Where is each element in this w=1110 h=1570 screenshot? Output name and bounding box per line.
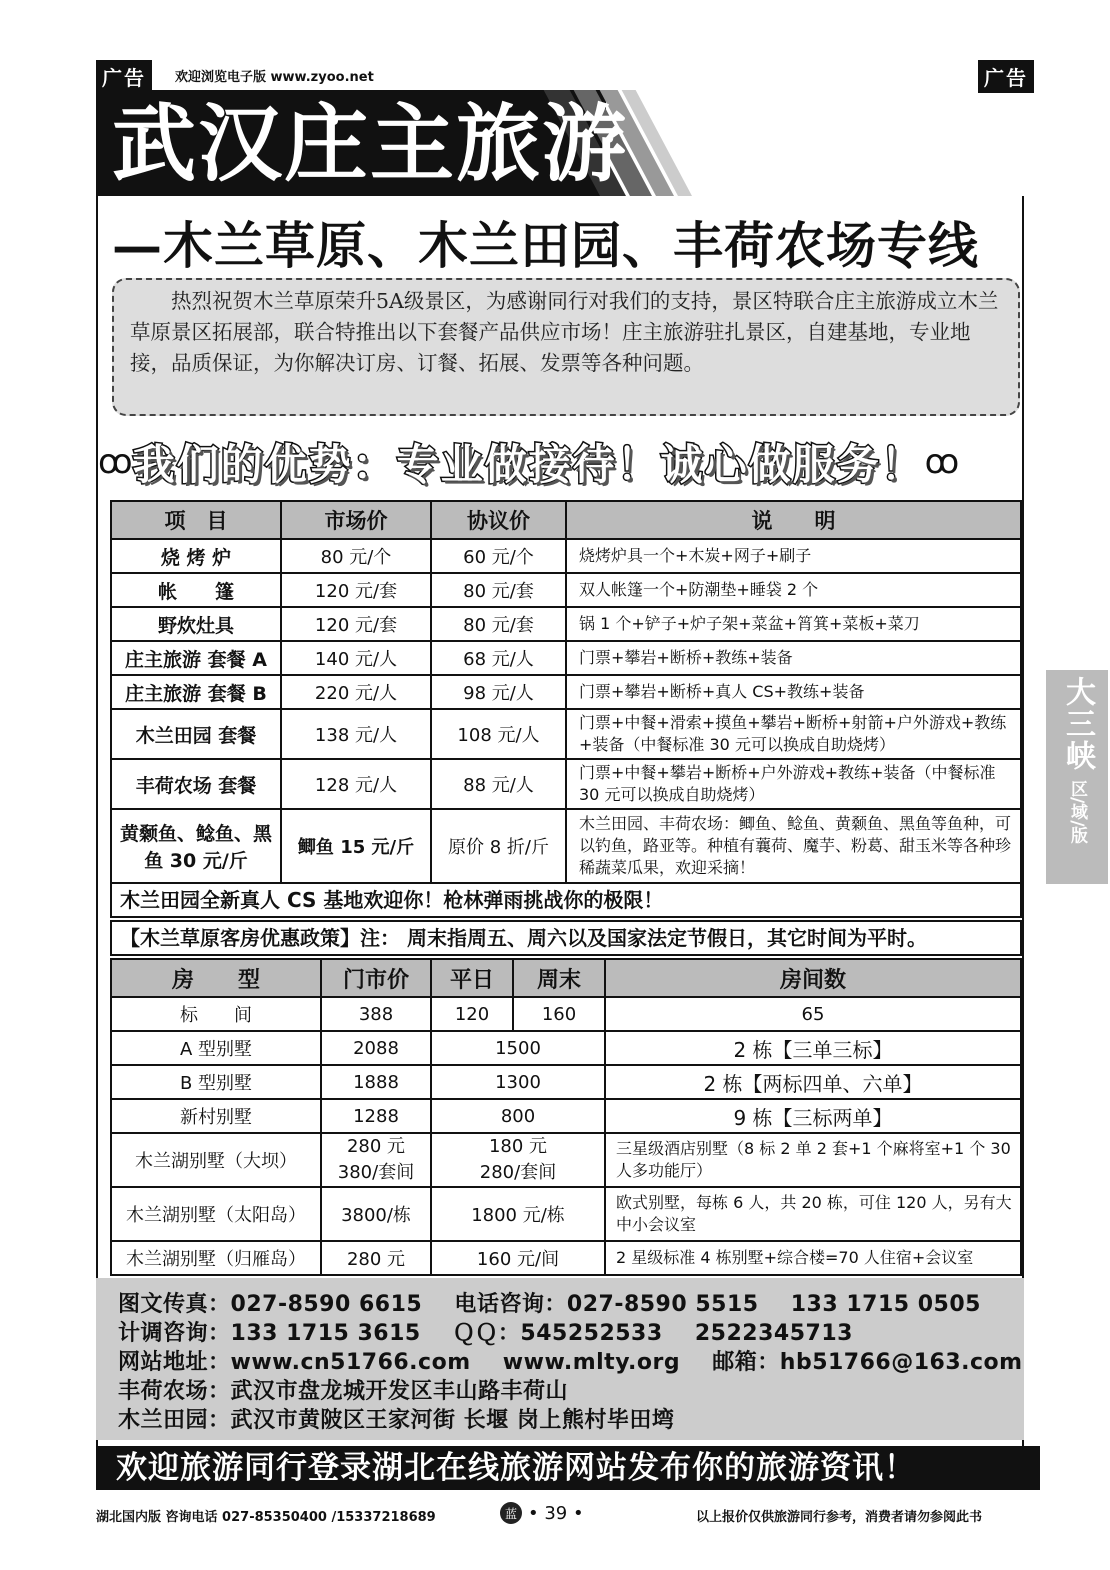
notice-policy: 【木兰草原客房优惠政策】注： 周末指周五、周六以及国家法定节假日，其它时间为平时。 <box>110 920 1022 956</box>
cell-market: 220 元/人 <box>281 675 431 709</box>
package-table <box>110 500 1022 884</box>
cell-rooms: 2 栋【三单三标】 <box>605 1031 1021 1065</box>
header-retail: 门市价 <box>321 959 431 997</box>
cell-desc: 烧烤炉具一个+木炭+网子+刷子 <box>566 539 1021 573</box>
table-header-row <box>111 501 1021 539</box>
cell-desc: 木兰田园、丰荷农场：鲫鱼、鲶鱼、黄颡鱼、黑鱼等鱼种，可以钓鱼，路亚等。种植有蘘荷、魔芋、粉葛、甜玉米等各种珍稀蔬菜瓜果，欢迎采摘！ <box>566 809 1021 883</box>
cell-desc: 门票+攀岩+断桥+教练+装备 <box>566 641 1021 675</box>
header-desc: 说 明 <box>566 501 1021 539</box>
cell-item: 庄主旅游 套餐 B <box>111 675 281 709</box>
table-row <box>111 809 1021 883</box>
cell-type: B 型别墅 <box>111 1065 321 1099</box>
cell-desc: 门票+攀岩+断桥+真人 CS+教练+装备 <box>566 675 1021 709</box>
cell-price: 180 元 280/套间 <box>431 1133 605 1187</box>
header-market: 市场价 <box>281 501 431 539</box>
cell-type: 木兰湖别墅（归雁岛） <box>111 1241 321 1275</box>
cell-rooms: 欧式别墅，每栋 6 人，共 20 栋，可住 120 人，另有大中小会议室 <box>605 1187 1021 1241</box>
cell-item: 木兰田园 套餐 <box>111 709 281 759</box>
table-row <box>111 539 1021 573</box>
cell-desc: 门票+中餐+滑索+摸鱼+攀岩+断桥+射箭+户外游戏+教练+装备（中餐标准 30 元可以换成自助烧烤） <box>566 709 1021 759</box>
swirl-left-icon: ꝏ <box>98 442 133 482</box>
subtitle: —木兰草原、木兰田园、丰荷农场专线 <box>112 216 979 275</box>
footer-banner: 欢迎旅游同行登录湖北在线旅游网站发布你的旅游资讯！ <box>96 1446 1040 1490</box>
cell-type: 标 间 <box>111 997 321 1031</box>
cell-market: 120 元/套 <box>281 607 431 641</box>
slogan-text: 我们的优势：专业做接待！诚心做服务！ <box>132 440 925 489</box>
cell-agreed: 98 元/人 <box>431 675 566 709</box>
cell-market: 鲫鱼 15 元/斤 <box>281 809 431 883</box>
cell-rooms: 2 栋【两标四单、六单】 <box>605 1065 1021 1099</box>
cell-rooms: 三星级酒店别墅（8 标 2 单 2 套+1 个麻将室+1 个 30 人多功能厅） <box>605 1133 1021 1187</box>
cell-retail: 1888 <box>321 1065 431 1099</box>
cell-retail: 1288 <box>321 1099 431 1133</box>
contact-qq: ＱＱ：545252533 <box>452 1321 663 1346</box>
cell-price: 1500 <box>431 1031 605 1065</box>
ad-tag-left: 广告 <box>96 60 152 93</box>
cell-agreed: 原价 8 折/斤 <box>431 809 566 883</box>
cell-agreed: 68 元/人 <box>431 641 566 675</box>
header-rooms: 房间数 <box>605 959 1021 997</box>
cell-item: 帐 篷 <box>111 573 281 607</box>
cell-item: 庄主旅游 套餐 A <box>111 641 281 675</box>
cell-agreed: 60 元/个 <box>431 539 566 573</box>
cell-rooms: 65 <box>605 997 1021 1031</box>
table-row <box>111 1241 1021 1275</box>
cell-type: 新村别墅 <box>111 1099 321 1133</box>
cell-item: 黄颡鱼、鲶鱼、黑鱼 30 元/斤 <box>111 809 281 883</box>
side-tab-subtitle: 区/域/版 <box>1067 780 1087 844</box>
ad-tag-right: 广告 <box>978 60 1034 93</box>
contact-qq2: 2522345713 <box>694 1321 853 1346</box>
table-row <box>111 607 1021 641</box>
table-row <box>111 1065 1021 1099</box>
contact-phone2: 133 1715 0505 <box>790 1292 981 1317</box>
contact-line <box>118 1348 1024 1377</box>
header-weekday: 平日 <box>431 959 513 997</box>
cell-agreed: 108 元/人 <box>431 709 566 759</box>
header-weekend: 周末 <box>513 959 605 997</box>
cell-price: 160 元/间 <box>431 1241 605 1275</box>
contact-line <box>118 1406 1024 1435</box>
header-item: 项 目 <box>111 501 281 539</box>
table-row <box>111 573 1021 607</box>
contact-mail: 邮箱：hb51766@163.com <box>712 1350 1023 1375</box>
cell-item: 野炊灶具 <box>111 607 281 641</box>
cell-desc: 门票+中餐+攀岩+断桥+户外游戏+教练+装备（中餐标准 30 元可以换成自助烧烤） <box>566 759 1021 809</box>
cell-retail: 388 <box>321 997 431 1031</box>
cell-desc: 锅 1 个+铲子+炉子架+菜盆+筲箕+菜板+菜刀 <box>566 607 1021 641</box>
cell-item: 丰荷农场 套餐 <box>111 759 281 809</box>
cell-rooms: 9 栋【三标两单】 <box>605 1099 1021 1133</box>
cell-price: 1300 <box>431 1065 605 1099</box>
cell-rooms: 2 星级标准 4 栋别墅+综合楼=70 人住宿+会议室 <box>605 1241 1021 1275</box>
page-number-text: • 39 • <box>528 1502 584 1524</box>
contact-plan: 计调咨询：133 1715 3615 <box>118 1321 421 1346</box>
cell-retail: 2088 <box>321 1031 431 1065</box>
swirl-right-icon: ꝏ <box>924 442 960 482</box>
cell-market: 140 元/人 <box>281 641 431 675</box>
notice-cs: 木兰田园全新真人 CS 基地欢迎你！枪林弹雨挑战你的极限！ <box>110 882 1022 918</box>
cell-market: 138 元/人 <box>281 709 431 759</box>
cell-agreed: 88 元/人 <box>431 759 566 809</box>
contact-fenghe: 丰荷农场：武汉市盘龙城开发区丰山路丰荷山 <box>118 1379 569 1404</box>
cell-market: 128 元/人 <box>281 759 431 809</box>
table-row <box>111 1187 1021 1241</box>
cell-type: 木兰湖别墅（太阳岛） <box>111 1187 321 1241</box>
header-type: 房 型 <box>111 959 321 997</box>
cell-agreed: 80 元/套 <box>431 607 566 641</box>
cell-retail: 3800/栋 <box>321 1187 431 1241</box>
cell-type: 木兰湖别墅（大坝） <box>111 1133 321 1187</box>
header-agreed: 协议价 <box>431 501 566 539</box>
slogan-row <box>98 434 1033 490</box>
table-header-row <box>111 959 1021 997</box>
contact-phone: 电话咨询：027-8590 5515 <box>454 1292 759 1317</box>
cell-market: 80 元/个 <box>281 539 431 573</box>
table-row <box>111 675 1021 709</box>
banner-title: 武汉庄主旅游 <box>112 94 629 193</box>
cell-type: A 型别墅 <box>111 1031 321 1065</box>
table-row <box>111 641 1021 675</box>
cell-price: 1800 元/栋 <box>431 1187 605 1241</box>
cell-weekend: 160 <box>513 997 605 1031</box>
cell-agreed: 80 元/套 <box>431 573 566 607</box>
side-tab <box>1046 670 1108 884</box>
contact-box <box>96 1278 1024 1440</box>
contact-line <box>118 1290 1024 1319</box>
footer-left: 湖北国内版 咨询电话 027-85350400 /15337218689 <box>96 1510 436 1525</box>
cell-item: 烧 烤 炉 <box>111 539 281 573</box>
cell-retail: 280 元 380/套间 <box>321 1133 431 1187</box>
table-row <box>111 1031 1021 1065</box>
intro-box: 热烈祝贺木兰草原荣升5A级景区，为感谢同行对我们的支持，景区特联合庄主旅游成立木兰草原景区拓展部，联合特推出以下套餐产品供应市场！庄主旅游驻扎景区，自建基地，专业地接，品质保证，为你解决订房、订餐、拓展、发票等各种问题。 <box>112 278 1020 416</box>
contact-line <box>118 1377 1024 1406</box>
contact-web: 网站地址：www.cn51766.com <box>118 1350 471 1375</box>
contact-line <box>118 1319 1024 1348</box>
cell-retail: 280 元 <box>321 1241 431 1275</box>
welcome-text: 欢迎浏览电子版 www.zyoo.net <box>175 70 374 85</box>
table-row <box>111 709 1021 759</box>
cell-desc: 双人帐篷一个+防潮垫+睡袋 2 个 <box>566 573 1021 607</box>
contact-fax: 图文传真：027-8590 6615 <box>118 1292 423 1317</box>
table-row <box>111 1133 1021 1187</box>
cell-weekday: 120 <box>431 997 513 1031</box>
room-table <box>110 958 1022 1276</box>
cell-market: 120 元/套 <box>281 573 431 607</box>
footer-right: 以上报价仅供旅游同行参考，消费者请勿参阅此书 <box>696 1510 983 1525</box>
side-tab-title: 大三峡 <box>1060 676 1095 772</box>
table-row <box>111 759 1021 809</box>
table-row <box>111 1099 1021 1133</box>
contact-mulan: 木兰田园：武汉市黄陂区王家河街 长堰 岗上熊村毕田塆 <box>118 1408 675 1433</box>
page-number <box>500 1502 584 1524</box>
contact-web2: www.mlty.org <box>502 1350 681 1375</box>
cell-price: 800 <box>431 1099 605 1133</box>
lan-badge-icon: 蓝 <box>500 1502 522 1524</box>
table-row <box>111 997 1021 1031</box>
